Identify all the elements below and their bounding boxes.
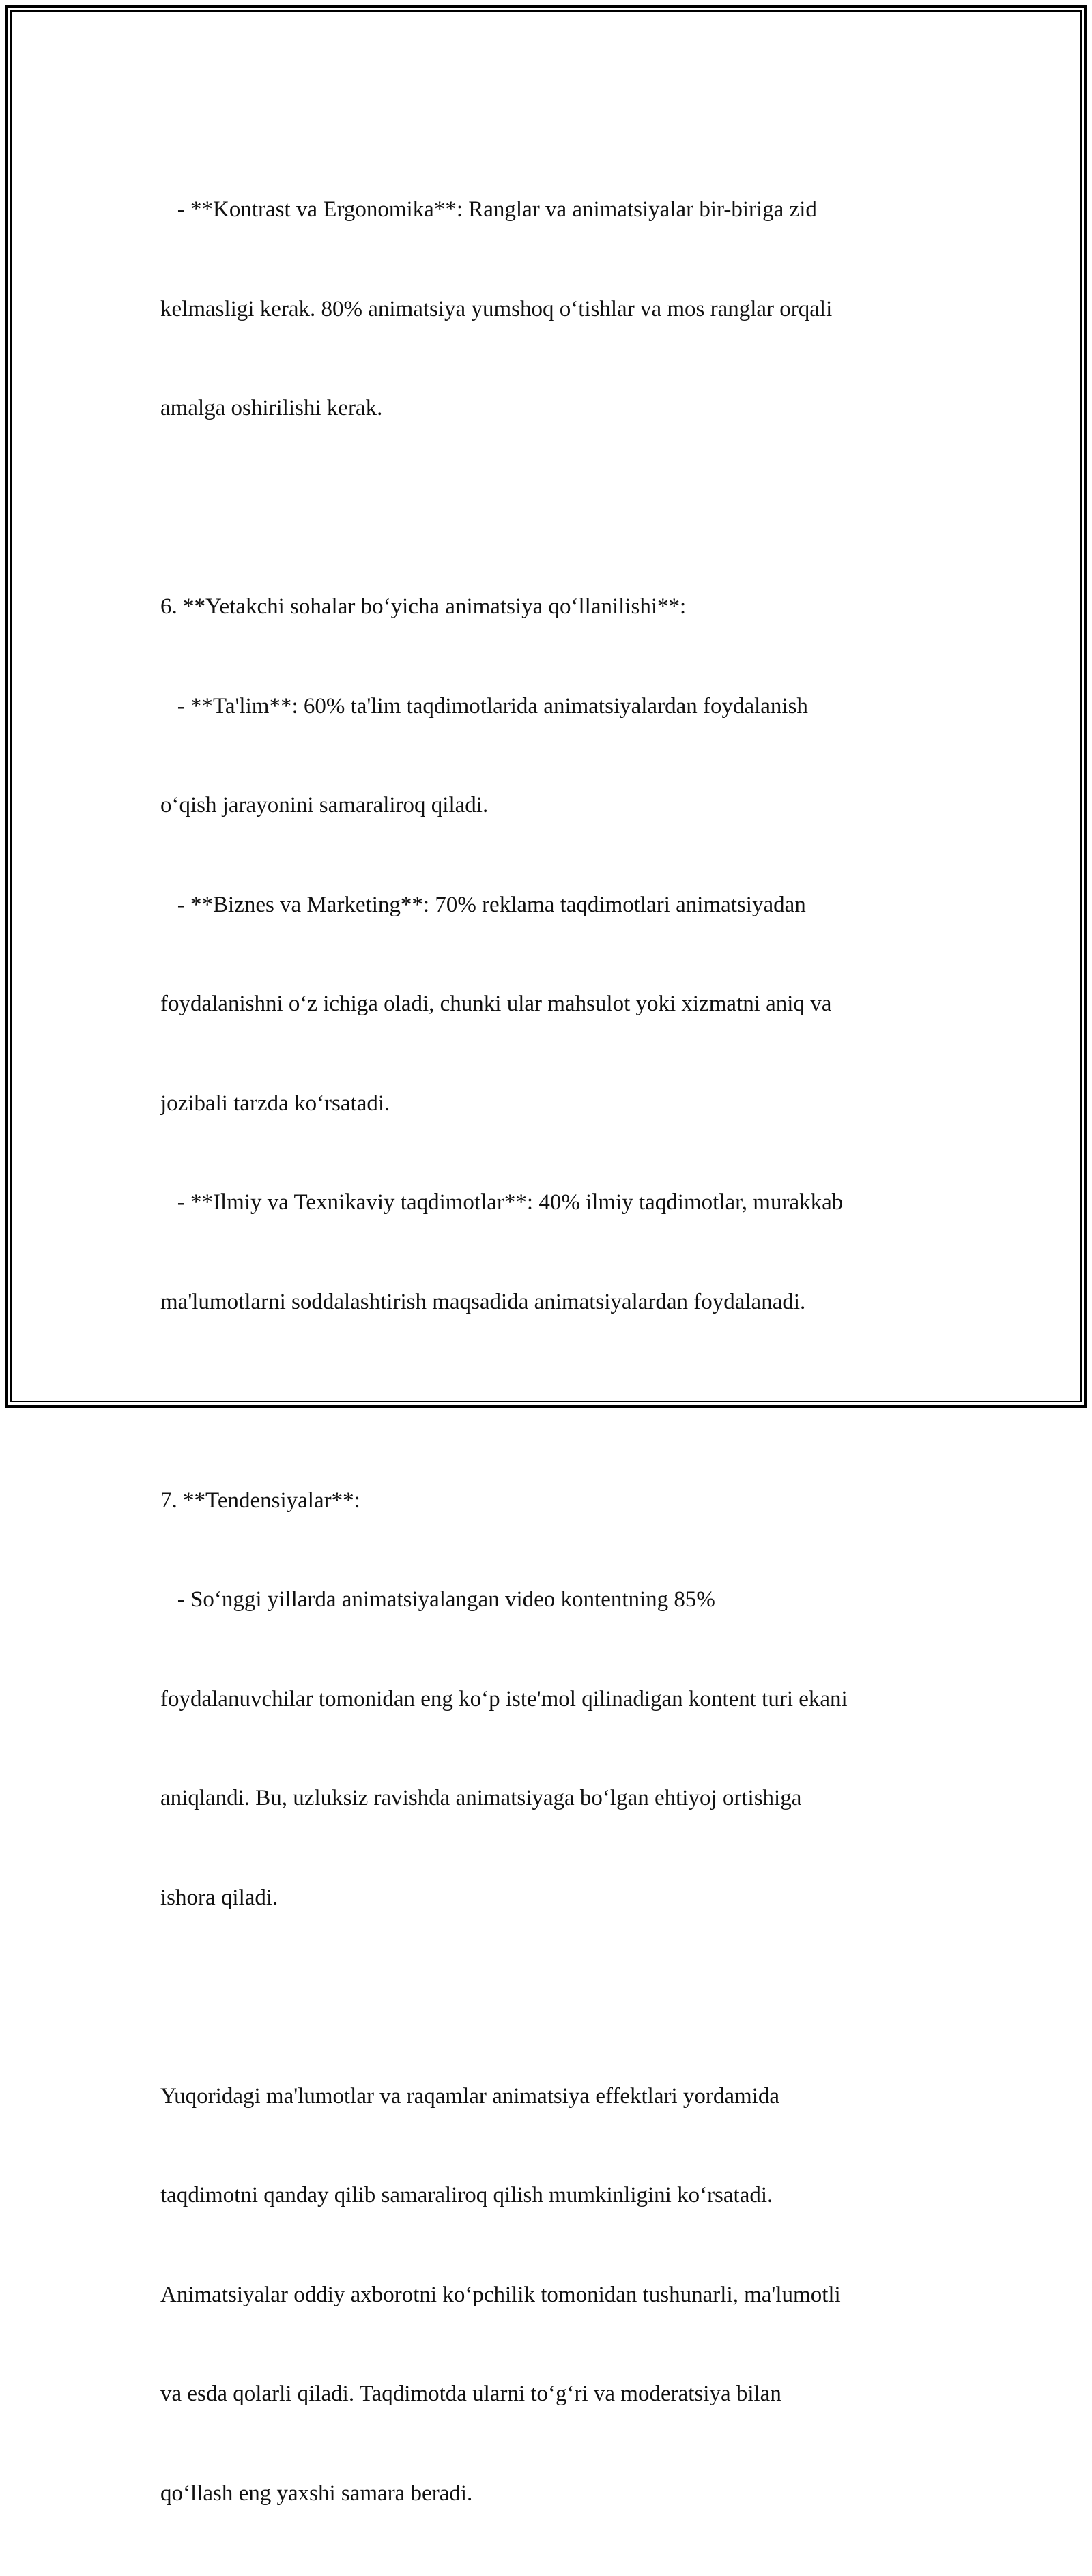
text-line: kelmasligi kerak. 80% animatsiya yumshoq o‘tishlar va mos ranglar orqali — [160, 293, 935, 326]
paragraph-spacer — [160, 1980, 935, 2014]
text-line: 7. **Tendensiyalar**: — [160, 1484, 935, 1518]
text-line: taqdimotni qanday qilib samaraliroq qilish mumkinligini ko‘rsatadi. — [160, 2179, 935, 2212]
text-line: - **Ilmiy va Texnikaviy taqdimotlar**: 40% ilmiy taqdimotlar, murakkab — [160, 1186, 935, 1219]
text-line: o‘qish jarayonini samaraliroq qiladi. — [160, 789, 935, 822]
text-line: Yuqoridagi ma'lumotlar va raqamlar animatsiya effektlari yordamida — [160, 2080, 935, 2113]
text-line: Animatsiyalar oddiy axborotni ko‘pchilik tomonidan tushunarli, ma'lumotli — [160, 2278, 935, 2312]
text-line: - So‘nggi yillarda animatsiyalangan video kontentning 85% — [160, 1583, 935, 1617]
text-line: va esda qolarli qiladi. Taqdimotda ularni to‘g‘ri va moderatsiya bilan — [160, 2377, 935, 2411]
text-line: jozibali tarzda ko‘rsatadi. — [160, 1087, 935, 1120]
text-line: foydalanishni o‘z ichiga oladi, chunki ular mahsulot yoki xizmatni aniq va — [160, 987, 935, 1021]
paragraph-leading-sectors — [160, 524, 935, 1385]
text-line: amalga oshirilishi kerak. — [160, 392, 935, 425]
text-line: 6. **Yetakchi sohalar bo‘yicha animatsiya qo‘llanilishi**: — [160, 590, 935, 624]
text-line: ma'lumotlarni soddalashtirish maqsadida animatsiyalardan foydalanadi. — [160, 1286, 935, 1319]
text-line: - **Ta'lim**: 60% ta'lim taqdimotlarida animatsiyalardan foydalanish — [160, 690, 935, 723]
text-line: aniqlandi. Bu, uzluksiz ravishda animatsiyaga bo‘lgan ehtiyoj ortishiga — [160, 1782, 935, 1815]
text-line: - **Biznes va Marketing**: 70% reklama taqdimotlari animatsiyadan — [160, 888, 935, 922]
text-line: ishora qiladi. — [160, 1881, 935, 1915]
paragraph-trends — [160, 1418, 935, 1981]
paragraph-conclusion — [160, 2014, 935, 2576]
text-line: foydalanuvchilar tomonidan eng ko‘p iste'mol qilinadigan kontent turi ekani — [160, 1683, 935, 1716]
paragraph-spacer — [160, 1385, 935, 1418]
page-body — [160, 127, 935, 2576]
text-line: qo‘llash eng yaxshi samara beradi. — [160, 2477, 935, 2510]
text-line: - **Kontrast va Ergonomika**: Ranglar va animatsiyalar bir-biriga zid — [160, 193, 935, 227]
paragraph-spacer — [160, 491, 935, 525]
paragraph-contrast-ergonomics — [160, 127, 935, 491]
